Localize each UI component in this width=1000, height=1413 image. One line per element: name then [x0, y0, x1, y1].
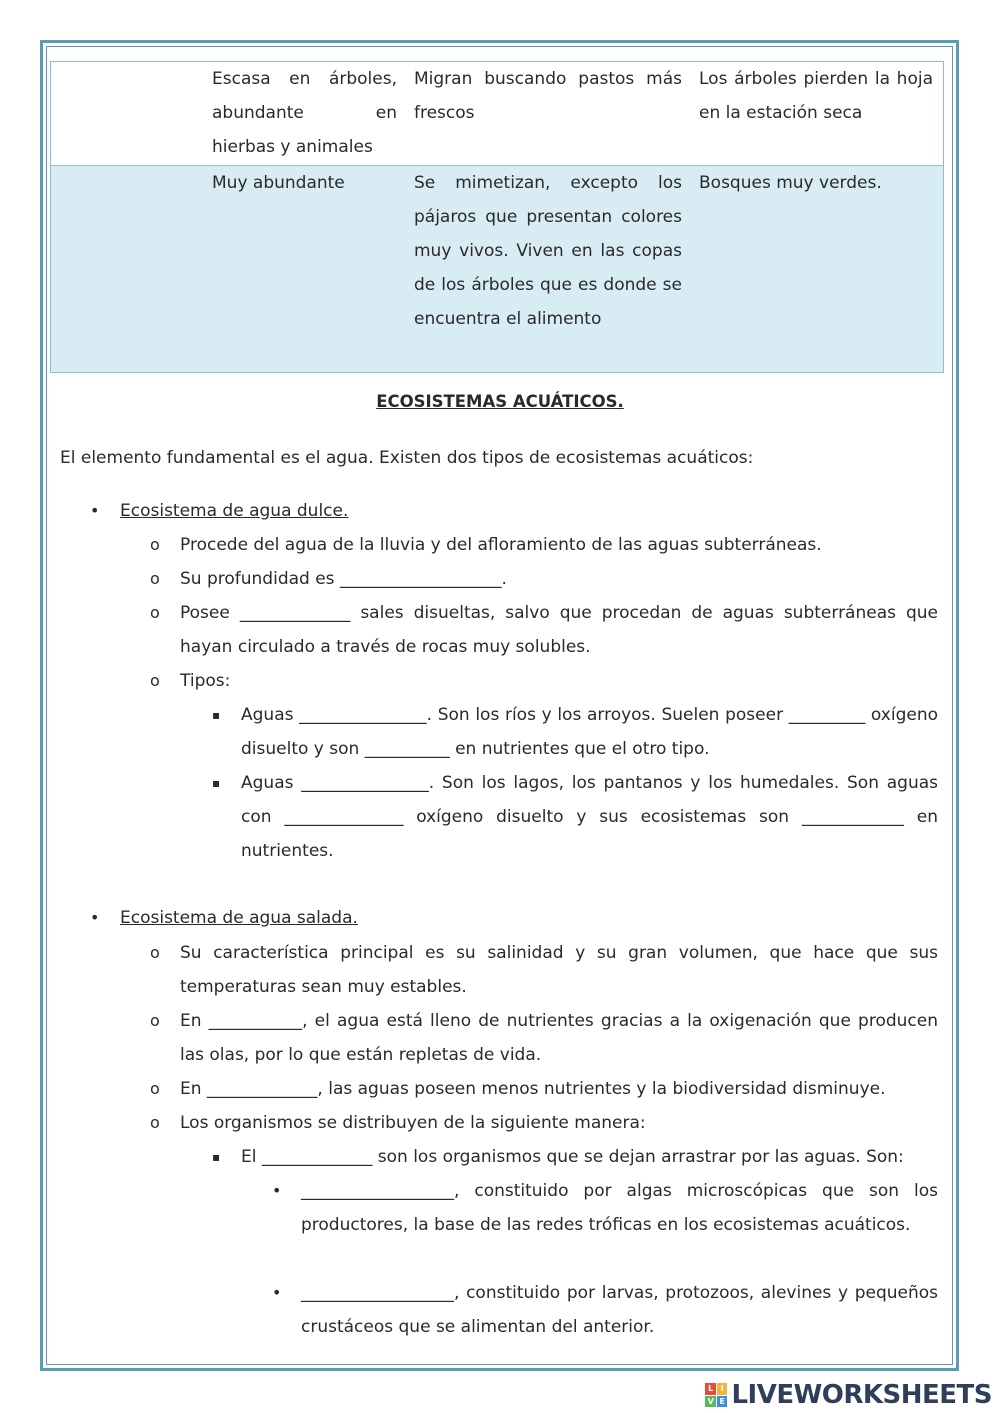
section-title: ECOSISTEMAS ACUÁTICOS.: [376, 392, 624, 411]
salt-phytoplankton[interactable]: __________________, constituido por algas microscópicas que son los productores, la base de las redes tróficas en los ecosistemas acuáticos.: [301, 1181, 938, 1235]
bullet-square-icon: ▪: [212, 1150, 221, 1164]
salt-water-heading: Ecosistema de agua salada.: [120, 908, 358, 928]
bullet-disc-icon: •: [272, 1181, 282, 1200]
table-cell-vegetation: Muy abundante: [212, 173, 345, 193]
intro-paragraph: El elemento fundamental es el agua. Existen dos tipos de ecosistemas acuáticos:: [60, 448, 754, 468]
logo-mark-v: V: [705, 1396, 716, 1408]
fresh-item-salts: [180, 596, 938, 664]
bullet-square-icon: ▪: [212, 708, 221, 722]
table-cell-fauna: Migran buscando pastos más frescos: [414, 69, 682, 123]
table-row: [51, 62, 943, 166]
biome-table: [50, 61, 944, 373]
fresh-salts-blank[interactable]: _____________: [239, 603, 351, 623]
bullet-disc-icon: •: [90, 501, 100, 520]
fresh-water-heading: Ecosistema de agua dulce.: [120, 501, 349, 521]
bullet-circle-icon: o: [150, 1011, 160, 1030]
bullet-circle-icon: o: [150, 535, 160, 554]
salt-item-salinity: Su característica principal es su salinidad y su gran volumen, que hace que sus temperaturas sean muy estables.: [180, 943, 938, 997]
logo-mark-l: L: [705, 1383, 716, 1395]
bullet-circle-icon: o: [150, 943, 160, 962]
bullet-square-icon: ▪: [212, 776, 221, 790]
bullet-circle-icon: o: [150, 1079, 160, 1098]
fresh-item-types: Tipos:: [180, 671, 231, 691]
logo-mark-icon: [705, 1383, 727, 1407]
salt-item-open-sea[interactable]: En _____________, las aguas poseen menos nutrientes y la biodiversidad disminuye.: [180, 1079, 886, 1099]
bullet-disc-icon: •: [272, 1283, 282, 1302]
fresh-depth-end: .: [501, 569, 507, 589]
table-row: [51, 166, 943, 372]
fresh-type-still[interactable]: Aguas _______________. Son los lagos, los pantanos y los humedales. Son aguas con ______________ oxígeno disuelto y sus ecosistemas son ____________ en nutrientes.: [241, 773, 938, 861]
fresh-type-running[interactable]: Aguas _______________. Son los ríos y los arroyos. Suelen poseer _________ oxígeno disuelto y son __________ en nutrientes que el otro tipo.: [241, 705, 938, 759]
table-cell-fauna: Se mimetizan, excepto los pájaros que presentan colores muy vivos. Viven en las copas de los árboles que es donde se encuentra el alimento: [414, 173, 682, 329]
logo-text: LIVEWORKSHEETS: [731, 1380, 992, 1410]
salt-item-coast[interactable]: En ___________, el agua está lleno de nutrientes gracias a la oxigenación que producen las olas, por lo que están repletas de vida.: [180, 1011, 938, 1065]
fresh-depth-blank[interactable]: ___________________: [339, 569, 502, 589]
liveworksheets-logo[interactable]: [705, 1377, 992, 1413]
bullet-circle-icon: o: [150, 603, 160, 622]
table-cell-flora: Bosques muy verdes.: [699, 173, 882, 193]
table-cell-flora: Los árboles pierden la hoja en la estación seca: [699, 69, 933, 123]
logo-mark-e: E: [717, 1396, 728, 1408]
fresh-item-depth: [180, 562, 938, 596]
logo-mark-i: I: [717, 1383, 728, 1395]
salt-zooplankton[interactable]: __________________, constituido por larvas, protozoos, alevines y pequeños crustáceos que se alimentan del anterior.: [301, 1283, 938, 1337]
bullet-circle-icon: o: [150, 671, 160, 690]
bullet-circle-icon: o: [150, 569, 160, 588]
fresh-salts-text: Posee: [180, 603, 240, 623]
salt-item-organisms: Los organismos se distribuyen de la siguiente manera:: [180, 1113, 646, 1133]
fresh-item-origin: Procede del agua de la lluvia y del afloramiento de las aguas subterráneas.: [180, 535, 822, 555]
bullet-circle-icon: o: [150, 1113, 160, 1132]
bullet-disc-icon: •: [90, 908, 100, 927]
table-cell-vegetation: Escasa en árboles, abundante en hierbas y animales: [212, 69, 397, 157]
salt-plankton[interactable]: El _____________ son los organismos que se dejan arrastrar por las aguas. Son:: [241, 1147, 904, 1167]
fresh-salts-rest: sales disueltas, salvo que procedan de aguas subterráneas que hayan circulado a través de rocas muy solubles.: [180, 603, 938, 657]
fresh-depth-text: Su profundidad es: [180, 569, 340, 589]
